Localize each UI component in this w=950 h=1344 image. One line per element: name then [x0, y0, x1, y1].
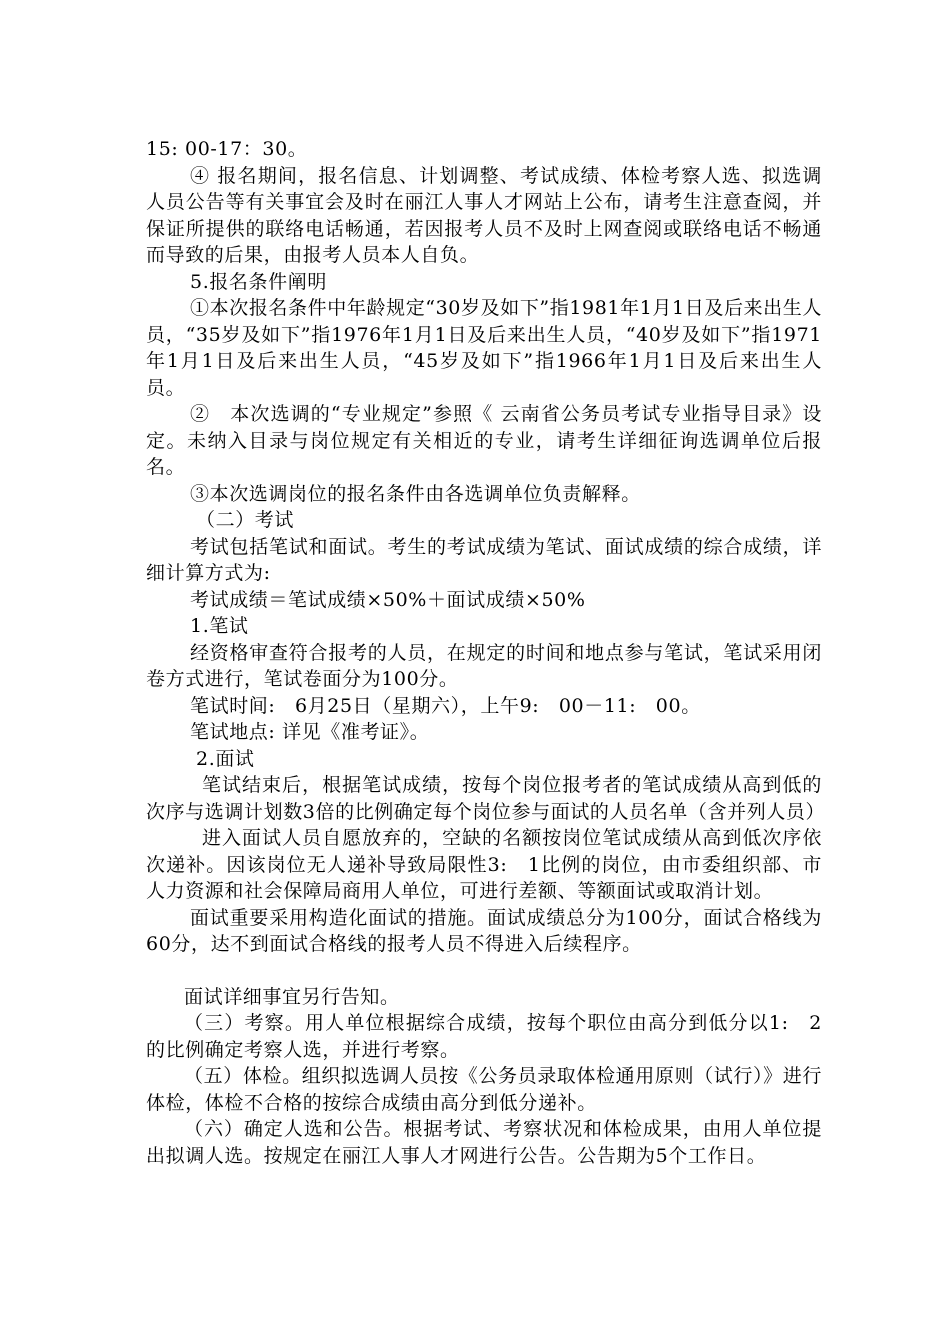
section-heading-exam: （二）考试	[196, 509, 295, 531]
paragraph-registration-notice: ④ 报名期间，报名信息、计划调整、考试成绩、体检考察人选、拟选调人员公告等有关事宜会及时在丽江人事人才网站上公布，请考生注意查阅，并保证所提供的联络电话畅通，若因报考人员不及时上网查阅或联络电话不畅通而导致的后果，由报考人员本人自负。	[146, 164, 822, 266]
paragraph-physical-exam: （五）体检。组织拟选调人员按《公务员录取体检通用原则（试行）》进行体检，体检不合格的按综合成绩由高分到低分递补。	[146, 1065, 822, 1114]
document-body	[146, 136, 826, 1169]
paragraph-major-rules: ② 本次选调的“专业规定”参照《 云南省公务员考试专业指导目录》设定。未纳入目录与岗位规定有关相近的专业，请考生详细征询选调单位后报名。	[146, 403, 822, 478]
blank-line	[146, 958, 822, 984]
paragraph-age-rules: ①本次报名条件中年龄规定“30岁及如下”指1981年1月1日及后来出生人员，“35岁及如下”指1976年1月1日及后来出生人员，“40岁及如下”指1971年1月1日及后来出生人员，“45岁及如下”指1966年1月1日及后来出生人员。	[146, 297, 822, 399]
paragraph-interpretation: ③本次选调岗位的报名条件由各选调单位负责解释。	[190, 482, 641, 505]
paragraph-written-test-location: 笔试地点: 详见《准考证》。	[190, 721, 430, 743]
paragraph-exam-description: 考试包括笔试和面试。考生的考试成绩为笔试、面试成绩的综合成绩，详细计算方式为:	[146, 535, 822, 584]
paragraph-interview-details: 面试详细事宜另行告知。	[184, 985, 400, 1008]
paragraph-written-test-time: 笔试时间: 6月25日（星期六），上午9: 00－11: 00。	[190, 694, 701, 717]
paragraph-inspection: （三）考察。用人单位根据综合成绩，按每个职位由高分到低分以1: 2的比例确定考察人选，并进行考察。	[146, 1012, 822, 1061]
paragraph-interview-selection: 笔试结束后，根据笔试成绩，按每个岗位报考者的笔试成绩从高到低的次序与选调计划数3倍的比例确定每个岗位参与面试的人员名单（含并列人员）	[146, 774, 826, 823]
paragraph-announcement: （六）确定人选和公告。根据考试、考察状况和体检成果，由用人单位提出拟调人选。按规定在丽江人事人才网进行公告。公告期为5个工作日。	[146, 1118, 822, 1167]
paragraph-written-test-description: 经资格审查符合报考的人员，在规定的时间和地点参与笔试，笔试采用闭卷方式进行，笔试卷面分为100分。	[146, 641, 822, 690]
paragraph-score-formula: 考试成绩＝笔试成绩×50%＋面试成绩×50%	[190, 588, 586, 611]
paragraph-time-continuation: 15: 00-17：30。	[146, 138, 308, 160]
paragraph-interview-vacancy: 进入面试人员自愿放弃的，空缺的名额按岗位笔试成绩从高到低次序依次递补。因该岗位无人递补导致局限性3: 1比例的岗位，由市委组织部、市人力资源和社会保障局商用人单位，可进行差额、等额面试或取消计划。	[146, 827, 822, 902]
section-heading-interview: 2.面试	[196, 747, 255, 770]
paragraph-interview-method: 面试重要采用构造化面试的措施。面试成绩总分为100分，面试合格线为60分，达不到面试合格线的报考人员不得进入后续程序。	[146, 906, 822, 955]
section-heading-registration-conditions: 5.报名条件阐明	[190, 270, 327, 293]
section-heading-written-test: 1.笔试	[190, 615, 249, 637]
